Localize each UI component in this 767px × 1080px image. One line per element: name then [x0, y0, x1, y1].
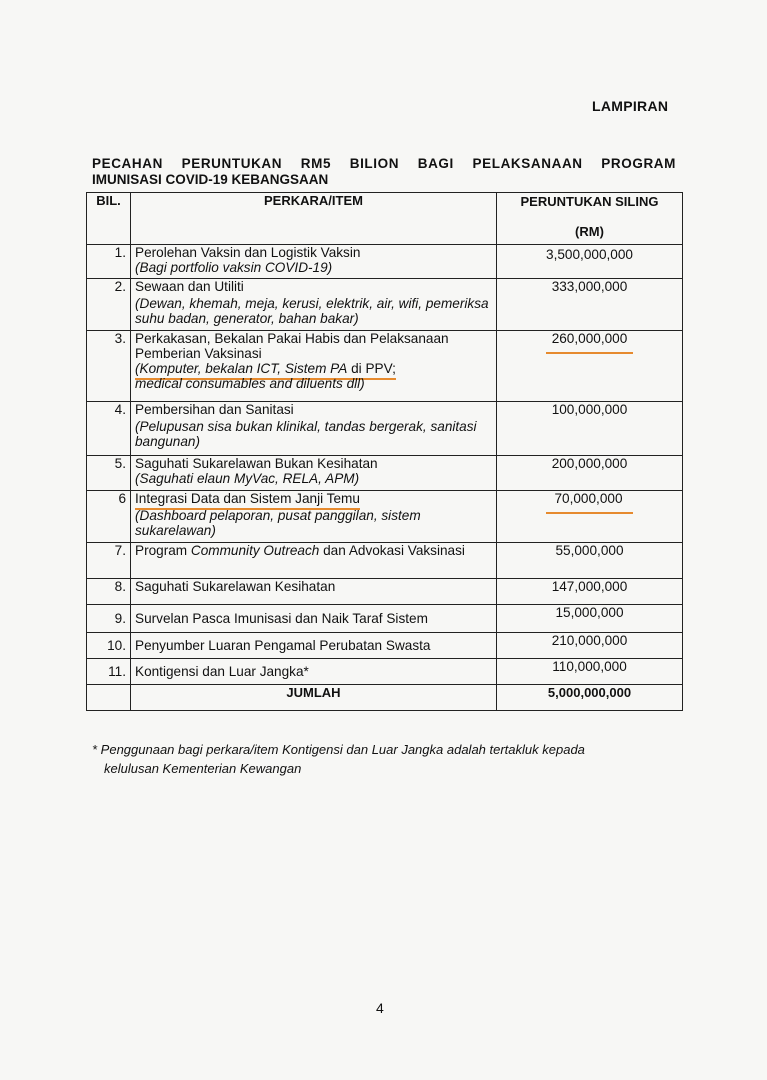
row-number: 10.	[87, 633, 131, 659]
row-item	[131, 245, 497, 279]
table-header-row	[87, 193, 683, 245]
total-label: JUMLAH	[131, 685, 497, 711]
row-amount: 3,500,000,000	[497, 245, 683, 279]
item-description: (Dashboard pelaporan, pusat panggilan, sistem sukarelawan)	[135, 508, 421, 538]
row-item: Kontigensi dan Luar Jangka*	[131, 659, 497, 685]
row-number: 2.	[87, 279, 131, 331]
table-row	[87, 331, 683, 402]
row-number: 8.	[87, 579, 131, 605]
item-description: (Dewan, khemah, meja, kerusi, elektrik, air, wifi, pemeriksa suhu badan, generator, bahan bakar)	[135, 296, 489, 326]
total-amount: 5,000,000,000	[497, 685, 683, 711]
row-amount: 55,000,000	[497, 543, 683, 579]
total-row	[87, 685, 683, 711]
footnote-line-1: * Penggunaan bagi perkara/item Kontigensi dan Luar Jangka adalah tertakluk kepada	[92, 742, 585, 757]
header-amount-line1: PERUNTUKAN SILING	[520, 194, 659, 209]
annotated-amount: 260,000,000	[546, 331, 634, 354]
table-row	[87, 245, 683, 279]
row-item	[131, 543, 497, 579]
footnote	[92, 740, 682, 778]
table-row	[87, 456, 683, 491]
item-title	[135, 543, 492, 558]
item-title: Perkakasan, Bekalan Pakai Habis dan Pelaksanaan Pemberian Vaksinasi	[135, 331, 449, 361]
row-number: 7.	[87, 543, 131, 579]
row-item: Penyumber Luaran Pengamal Perubatan Swasta	[131, 633, 497, 659]
annotated-amount: 70,000,000	[546, 491, 632, 514]
row-item: Saguhati Sukarelawan Kesihatan	[131, 579, 497, 605]
item-title: Perolehan Vaksin dan Logistik Vaksin	[135, 245, 361, 260]
lampiran-label: LAMPIRAN	[592, 98, 669, 114]
row-amount: 110,000,000	[497, 659, 683, 685]
item-description	[135, 361, 492, 391]
item-description: (Bagi portfolio vaksin COVID-19)	[135, 260, 333, 275]
row-amount: 100,000,000	[497, 402, 683, 456]
row-number: 4.	[87, 402, 131, 456]
total-empty-cell	[87, 685, 131, 711]
item-description: (Pelupusan sisa bukan klinikal, tandas bergerak, sanitasi bangunan)	[135, 419, 477, 449]
description-part-c: medical consumables and diluents dll)	[135, 376, 365, 391]
title-line-1: PECAHAN PERUNTUKAN RM5 BILION BAGI PELAKSANAAN PROGRAM	[92, 156, 676, 171]
row-number: 9.	[87, 605, 131, 633]
item-title: Pembersihan dan Sanitasi	[135, 402, 294, 417]
item-title: Sewaan dan Utiliti	[135, 279, 244, 294]
description-part-a: (Komputer, bekalan ICT, Sistem PA	[135, 361, 348, 376]
header-item: PERKARA/ITEM	[131, 193, 497, 245]
row-amount	[497, 491, 683, 543]
annotated-item-title: Integrasi Data dan Sistem Janji Temu	[135, 491, 360, 510]
header-amount	[497, 193, 683, 245]
table-row	[87, 491, 683, 543]
row-number: 6	[87, 491, 131, 543]
table-row	[87, 659, 683, 685]
table-row	[87, 543, 683, 579]
header-bil: BIL.	[87, 193, 131, 245]
row-item	[131, 331, 497, 402]
row-item: Survelan Pasca Imunisasi dan Naik Taraf Sistem	[131, 605, 497, 633]
row-amount: 333,000,000	[497, 279, 683, 331]
page-number: 4	[376, 1000, 384, 1016]
row-number: 11.	[87, 659, 131, 685]
item-title-part-a: Program	[135, 543, 191, 558]
row-item	[131, 491, 497, 543]
allocation-table	[86, 192, 683, 711]
document-title	[92, 156, 676, 188]
table-row	[87, 579, 683, 605]
row-item	[131, 456, 497, 491]
row-item	[131, 402, 497, 456]
table-row	[87, 402, 683, 456]
row-item	[131, 279, 497, 331]
footnote-line-2: kelulusan Kementerian Kewangan	[104, 761, 302, 776]
row-number: 1.	[87, 245, 131, 279]
table-row	[87, 633, 683, 659]
header-amount-line2: (RM)	[575, 224, 604, 239]
table-row	[87, 279, 683, 331]
row-amount: 200,000,000	[497, 456, 683, 491]
row-amount: 210,000,000	[497, 633, 683, 659]
item-title	[135, 491, 492, 506]
item-title: Saguhati Sukarelawan Bukan Kesihatan	[135, 456, 378, 471]
title-line-2: IMUNISASI COVID-19 KEBANGSAAN	[92, 172, 329, 187]
row-number: 5.	[87, 456, 131, 491]
item-description: (Saguhati elaun MyVac, RELA, APM)	[135, 471, 360, 486]
description-part-b: di PPV;	[347, 361, 396, 376]
row-amount	[497, 331, 683, 402]
item-title-part-c: dan Advokasi Vaksinasi	[319, 543, 465, 558]
row-number: 3.	[87, 331, 131, 402]
row-amount: 147,000,000	[497, 579, 683, 605]
table-row	[87, 605, 683, 633]
row-amount: 15,000,000	[497, 605, 683, 633]
item-title-part-b: Community Outreach	[190, 543, 320, 558]
